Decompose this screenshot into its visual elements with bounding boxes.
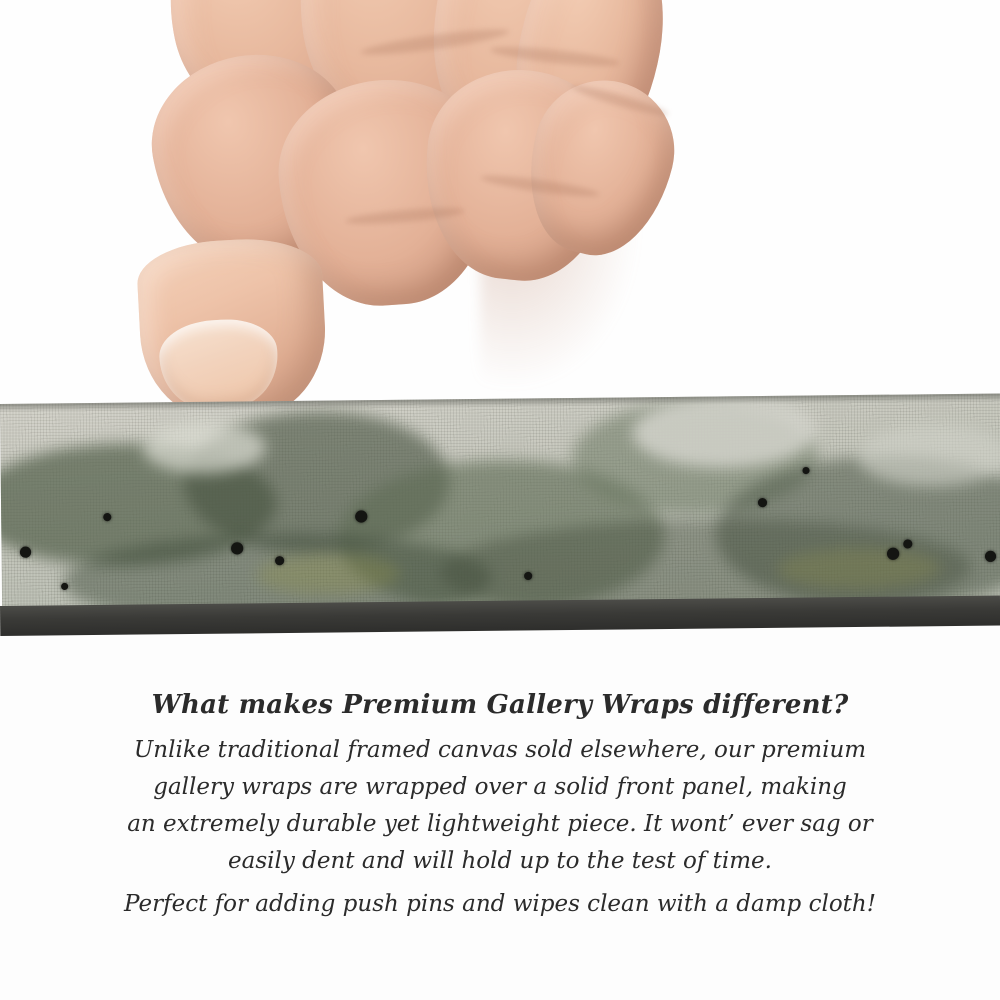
canvas-highlight xyxy=(857,424,1000,487)
canvas-speck xyxy=(758,498,767,507)
caption-line: gallery wraps are wrapped over a solid front panel, making xyxy=(153,774,847,800)
caption-block xyxy=(0,690,1000,923)
canvas-speck xyxy=(903,539,912,548)
canvas-speck xyxy=(887,548,899,560)
hand-photo-region xyxy=(0,0,1000,412)
canvas-speck xyxy=(103,513,111,521)
canvas-speck xyxy=(231,542,243,554)
caption-closing-line: Perfect for adding push pins and wipes clean with a damp cloth! xyxy=(124,891,876,917)
caption-line: easily dent and will hold up to the test of time. xyxy=(228,848,772,874)
canvas-speck xyxy=(524,572,532,580)
canvas-speck xyxy=(802,467,809,474)
canvas-speck xyxy=(61,583,68,590)
caption-title: What makes Premium Gallery Wraps different? xyxy=(151,690,849,720)
caption-line: Unlike traditional framed canvas sold elsewhere, our premium xyxy=(133,737,867,763)
canvas-speck xyxy=(985,551,996,562)
canvas-speck xyxy=(355,510,367,522)
caption-line: an extremely durable yet lightweight piece. It wont’ ever sag or xyxy=(127,811,873,837)
canvas-speck xyxy=(20,546,31,557)
canvas-speck xyxy=(275,556,284,565)
canvas-edge-strip xyxy=(0,393,1000,623)
